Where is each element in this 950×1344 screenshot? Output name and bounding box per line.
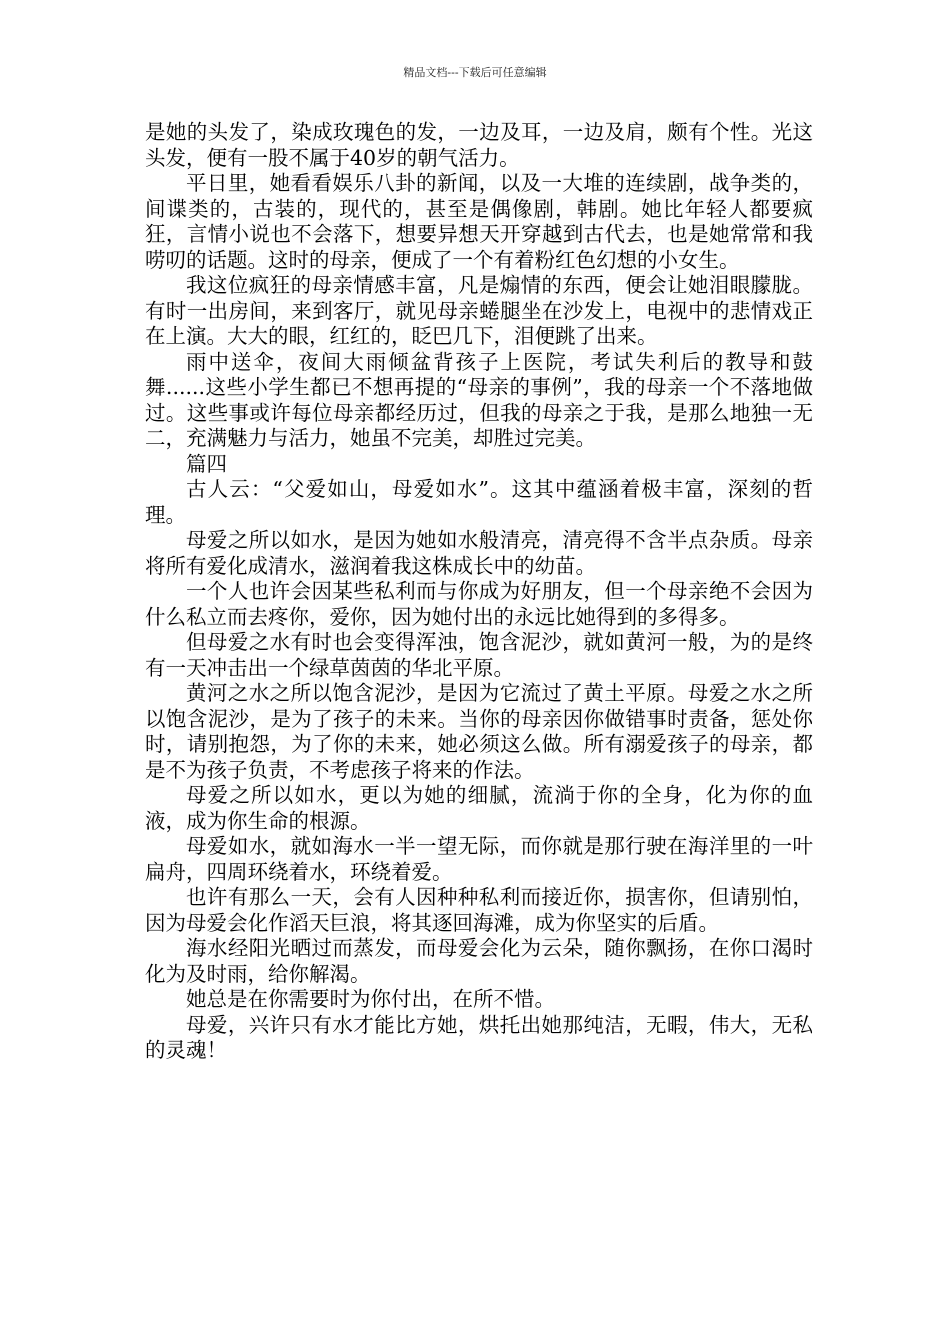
page-header: 精品文档---下载后可任意编辑 [403, 66, 547, 79]
paragraph-13: 海水经阳光晒过而蒸发，而母爱会化为云朵，随你飘扬，在你口渴时化为及时雨，给你解渴。 [145, 936, 813, 986]
paragraph-15: 母爱，兴许只有水才能比方她，烘托出她那纯洁，无暇，伟大，无私的灵魂！ [145, 1012, 813, 1062]
paragraph-12: 也许有那么一天，会有人因种种私利而接近你，损害你，但请别怕，因为母爱会化作滔天巨浪，将其逐回海滩，成为你坚实的后盾。 [145, 885, 813, 935]
section-heading: 篇四 [186, 451, 227, 476]
paragraph-14: 她总是在你需要时为你付出，在所不惜。 [186, 987, 555, 1011]
paragraph-4: 雨中送伞，夜间大雨倾盆背孩子上医院，考试失利后的教导和鼓舞......这些小学生都已不想再提的“母亲的事例”，我的母亲一个不落地做过。这些事或许每位母亲都经历过，但我的母亲之于我，是那么地独一无二，充满魅力与活力，她虽不完美，却胜过完美。 [145, 349, 813, 450]
paragraph-6: 母爱之所以如水，是因为她如水般清亮，清亮得不含半点杂质。母亲将所有爱化成清水，滋润着我这株成长中的幼苗。 [145, 528, 813, 578]
paragraph-1: 是她的头发了，染成玫瑰色的发，一边及耳，一边及肩，颇有个性。光这头发，便有一股不属于40岁的朝气活力。 [145, 120, 813, 170]
document-body [145, 120, 813, 1064]
paragraph-8: 但母爱之水有时也会变得浑浊，饱含泥沙，就如黄河一般，为的是终有一天冲击出一个绿草茵茵的华北平原。 [145, 630, 813, 680]
paragraph-11: 母爱如水，就如海水一半一望无际，而你就是那行驶在海洋里的一叶扁舟，四周环绕着水，环绕着爱。 [145, 834, 813, 884]
paragraph-10: 母爱之所以如水，更以为她的细腻，流淌于你的全身，化为你的血液，成为你生命的根源。 [145, 783, 813, 833]
paragraph-9: 黄河之水之所以饱含泥沙，是因为它流过了黄土平原。母爱之水之所以饱含泥沙，是为了孩子的未来。当你的母亲因你做错事时责备，惩处你时，请别抱怨，为了你的未来，她必须这么做。所有溺爱孩子的母亲，都是不为孩子负责，不考虑孩子将来的作法。 [145, 681, 813, 782]
paragraph-2: 平日里，她看看娱乐八卦的新闻，以及一大堆的连续剧，战争类的，间谍类的，古装的，现代的，甚至是偶像剧，韩剧。她比年轻人都要疯狂，言情小说也不会落下，想要异想天开穿越到古代去，也是她常常和我唠叨的话题。这时的母亲，便成了一个有着粉红色幻想的小女生。 [145, 171, 813, 272]
paragraph-7: 一个人也许会因某些私利而与你成为好朋友，但一个母亲绝不会因为什么私立而去疼你，爱你，因为她付出的永远比她得到的多得多。 [145, 579, 813, 629]
paragraph-3: 我这位疯狂的母亲情感丰富，凡是煽情的东西，便会让她泪眼朦胧。有时一出房间，来到客厅，就见母亲蜷腿坐在沙发上，电视中的悲情戏正在上演。大大的眼，红红的，眨巴几下，泪便跳了出来。 [145, 273, 813, 348]
paragraph-5: 古人云：“父爱如山，母爱如水”。这其中蕴涵着极丰富，深刻的哲理。 [145, 477, 813, 527]
